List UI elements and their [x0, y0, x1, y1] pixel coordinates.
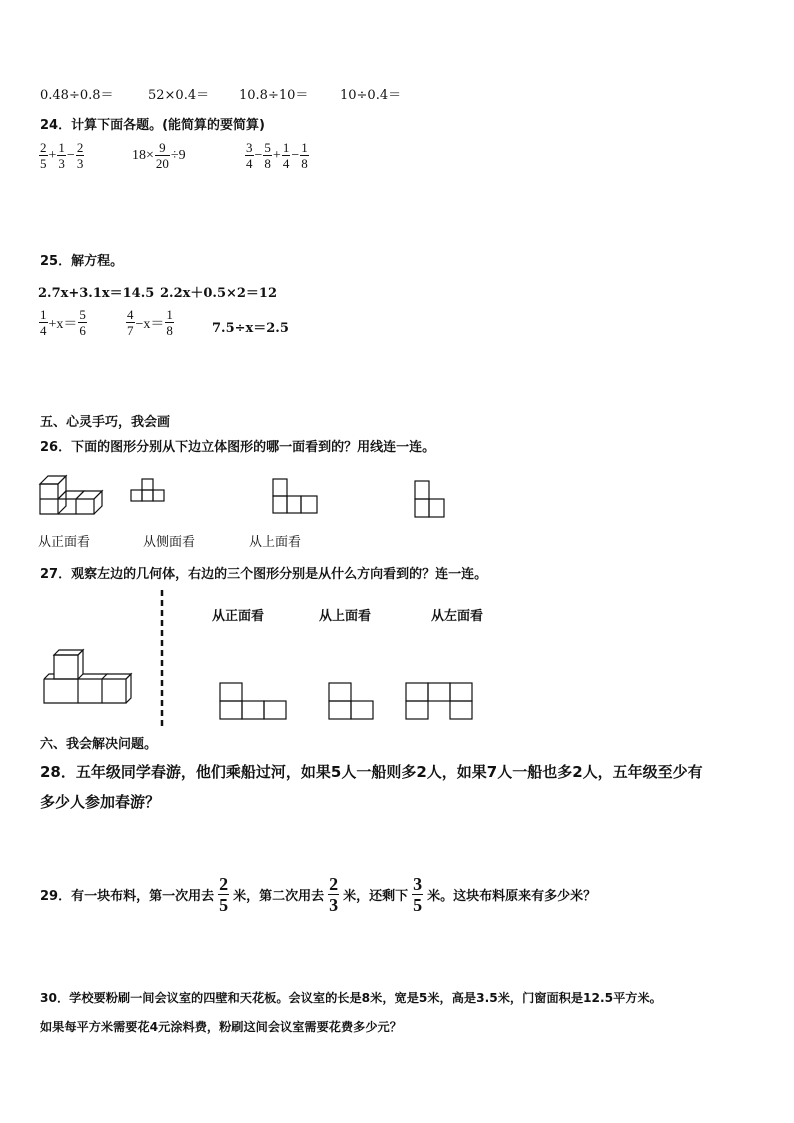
- calc-item: 52×0.4＝: [148, 88, 210, 103]
- q30-line-2: 如果每平方米需要花4元涂料费，粉刷这间会议室需要花费多少元？: [40, 1020, 402, 1034]
- q26-label-side: 从侧面看: [143, 535, 196, 550]
- q27-label-left: 从左面看: [431, 609, 484, 624]
- equation-2: 2.2x＋0.5×2＝12: [160, 286, 278, 301]
- view-shape-2: [272, 478, 320, 514]
- view-shape-a: [219, 682, 289, 722]
- q24-expr-3: $\frac{3}{4}$ − $\frac{5}{8}$ + $\frac{1}{4}$ − $\frac{1}{8}$: [246, 140, 308, 171]
- q28-line-2: 多少人参加春游？: [40, 793, 161, 811]
- q27-label-front: 从正面看: [212, 609, 265, 624]
- q25-title: 25．解方程。: [40, 254, 124, 269]
- equation-1: 2.7x+3.1x＝14.5: [38, 286, 155, 301]
- q30-line-1: 30．学校要粉刷一间会议室的四壁和天花板。会议室的长是8米，宽是5米，高是3.5米，门窗面积是12.5平方米。: [40, 991, 662, 1005]
- geometric-solid-figure: [42, 648, 142, 708]
- q29-text: 29．有一块布料，第一次用去 $\frac{2}{5}$ 米，第二次用去 $\frac{2}{3}$ 米，还剩下 $\frac{3}{5}$ 米。这块布料原来有多少米？: [40, 874, 597, 915]
- equation-4: $\frac{4}{7}$ −x＝ $\frac{1}{8}$: [127, 307, 173, 338]
- calc-item: 10÷0.4＝: [340, 88, 402, 103]
- section-5-title: 五、心灵手巧，我会画: [40, 415, 171, 430]
- solid-cubes-figure: [38, 470, 100, 516]
- section-6-title: 六、我会解决问题。: [40, 737, 158, 752]
- q24-expr-1: $\frac{2}{5}$ + $\frac{1}{3}$ − $\frac{2}{3}$: [40, 140, 84, 171]
- q26-label-top: 从上面看: [249, 535, 302, 550]
- q26-label-front: 从正面看: [38, 535, 91, 550]
- view-shape-3: [414, 480, 448, 518]
- q26-title: 26．下面的图形分别从下边立体图形的哪一面看到的？用线连一连。: [40, 440, 436, 455]
- calc-item: 10.8÷10＝: [239, 88, 309, 103]
- q24-expr-2: 18× $\frac{9}{20}$ ÷9: [132, 140, 186, 171]
- equation-5: 7.5÷x＝2.5: [212, 321, 289, 336]
- equation-3: $\frac{1}{4}$ +x＝ $\frac{5}{6}$: [40, 307, 86, 338]
- q27-label-top: 从上面看: [319, 609, 372, 624]
- dashed-divider: [160, 590, 164, 730]
- q27-title: 27．观察左边的几何体，右边的三个图形分别是从什么方向看到的？连一连。: [40, 567, 488, 582]
- view-shape-c: [405, 682, 477, 722]
- view-shape-1: [130, 478, 166, 514]
- calc-row: [40, 84, 114, 103]
- q28-line-1: 28．五年级同学春游，他们乘船过河，如果5人一船则多2人，如果7人一船也多2人，五年级至少有: [40, 763, 703, 781]
- calc-item: 0.48÷0.8＝: [40, 88, 114, 103]
- view-shape-b: [328, 682, 376, 722]
- q24-title: 24．计算下面各题。(能简算的要简算): [40, 118, 265, 133]
